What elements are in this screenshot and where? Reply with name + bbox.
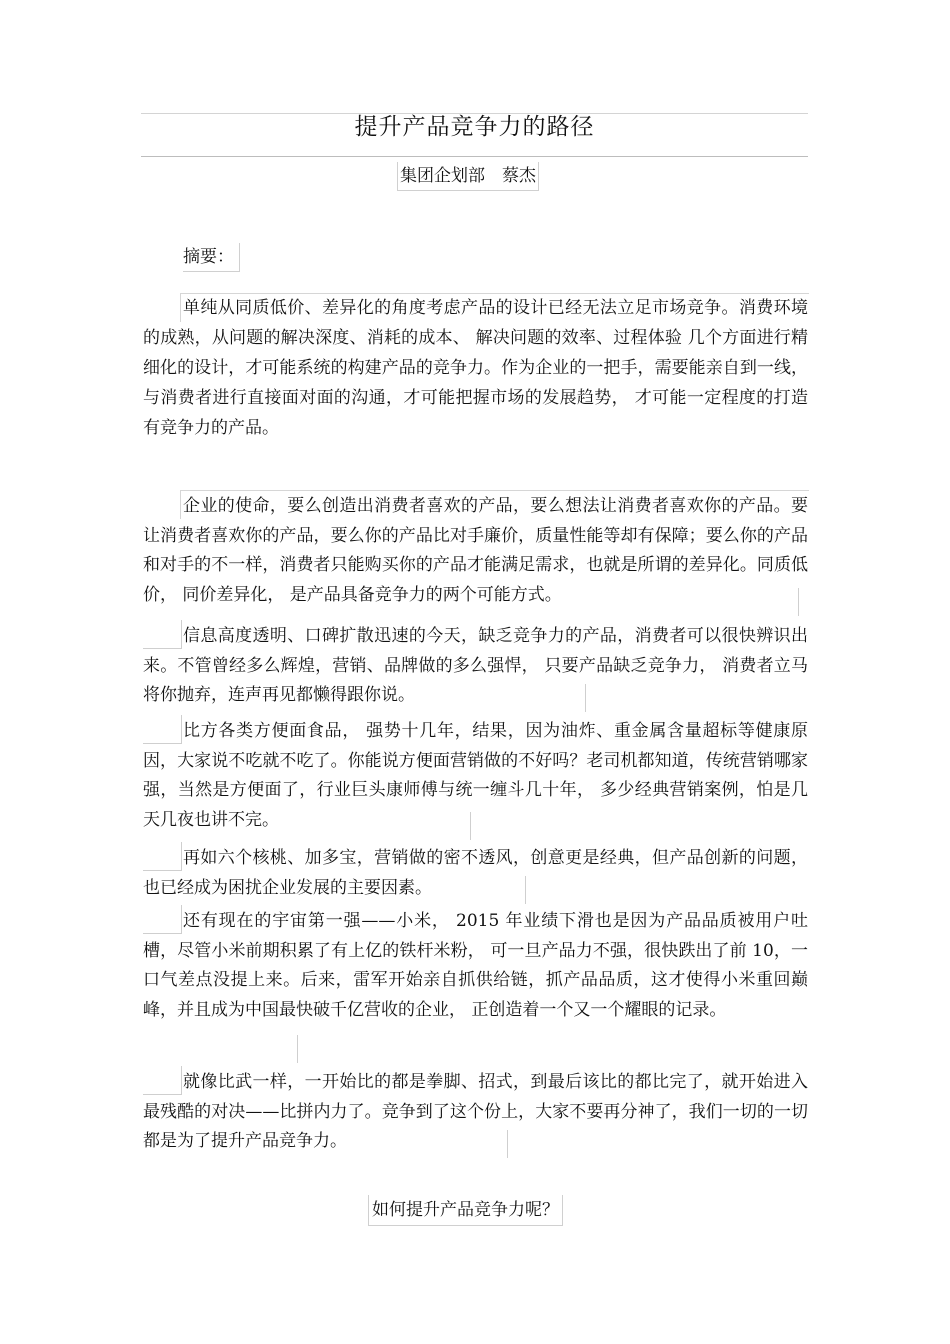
paragraph-6: 就像比武一样，一开始比的都是拳脚、招式，到最后该比的都比完了，就开始进入最残酷的对决——比拼内力了。竞争到了这个份上，大家不要再分神了，我们一切的一切都是为了提升产品竞争力。 — [143, 1072, 808, 1151]
title-frame — [141, 113, 808, 157]
paragraph-3: 比方各类方便面食品， 强势十几年，结果，因为油炸、重金属含量超标等健康原因，大家说不吃就不吃了。你能说方便面营销做的不好吗？老司机都知道，传统营销哪家强，当然是方便面了，行业巨头康师傅与统一缠斗几十年， 多少经典营销案例，怕是几天几夜也讲不完。 — [143, 721, 808, 830]
paragraph-5-end-mark — [297, 1035, 298, 1063]
paragraph-4: 再如六个核桃、加多宝，营销做的密不透风，创意更是经典，但产品创新的问题，也已经成为困扰企业发展的主要因素。 — [143, 848, 808, 898]
section-question: 如何提升产品竞争力呢？ — [368, 1195, 563, 1226]
paragraph-2: 信息高度透明、口碑扩散迅速的今天，缺乏竞争力的产品，消费者可以很快辨识出来。不管曾经多么辉煌，营销、品牌做的多么强悍， 只要产品缺乏竞争力， 消费者立马将你抛弃，连声再见都懒得跟你说。 — [143, 626, 808, 705]
abstract-label: 摘要： — [183, 243, 240, 272]
author-line: 集团企划部 蔡杰 — [397, 162, 539, 191]
document-title: 提升产品竞争力的路径 — [354, 114, 595, 140]
abstract-paragraph: 单纯从同质低价、差异化的角度考虑产品的设计已经无法立足市场竞争。消费环境的成熟，从问题的解决深度、消耗的成本、 解决问题的效率、过程体验 几个方面进行精细化的设计，才可能系统的构建产品的竞争力。作为企业的一把手，需要能亲自到一线，与消费者进行直接面对面的沟通，才可能把握市场的发展趋势， 才可能一定程度的打造有竞争力的产品。 — [143, 298, 808, 438]
paragraph-1: 企业的使命，要么创造出消费者喜欢的产品，要么想法让消费者喜欢你的产品。要让消费者喜欢你的产品，要么你的产品比对手廉价，质量性能等却有保障；要么你的产品和对手的不一样，消费者只能购买你的产品才能满足需求，也就是所谓的差异化。同质低价， 同价差异化， 是产品具备竞争力的两个可能方式。 — [143, 496, 808, 605]
paragraph-5: 还有现在的宇宙第一强——小米， 2015 年业绩下滑也是因为产品品质被用户吐槽，尽管小米前期积累了有上亿的铁杆米粉， 可一旦产品力不强，很快跌出了前 10，一口气差点没提上来。后来，雷军开始亲自抓供给链，抓产品品质，这才使得小米重回巅峰，并且成为中国最快破千亿营收的企业， 正创造着一个又一个耀眼的记录。 — [143, 911, 808, 1020]
